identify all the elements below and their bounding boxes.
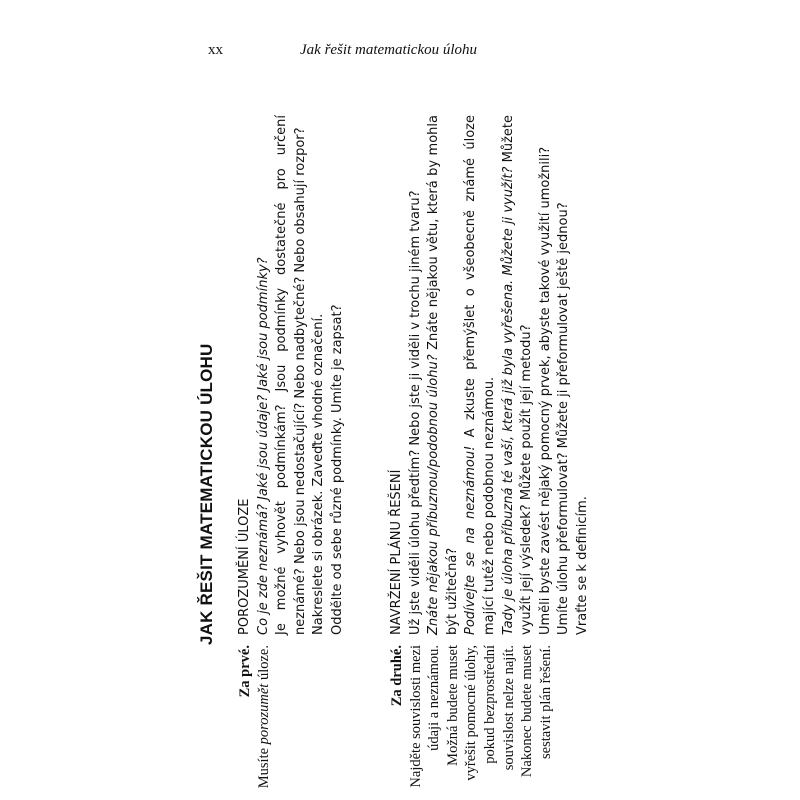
paragraph: Vraťte se k definicím.: [574, 496, 590, 635]
margin-line: Najděte souvislosti mezi: [407, 645, 424, 788]
section-heading: NAVRŽENÍ PLÁNU ŘEŠENÍ: [389, 469, 404, 635]
running-title: Jak řešit matematickou úlohu: [300, 42, 478, 58]
paragraph: Znáte nějakou příbuznou/podobnou úlohu? Znáte nějakou větu, která by mohla být užitečná?: [426, 115, 460, 635]
margin-text: Musíte porozumět úloze.: [255, 645, 272, 789]
margin-line: Možná budete muset: [444, 645, 461, 766]
margin-note: [388, 645, 555, 795]
paragraph: Umíte úlohu přeformulovat? Můžete ji přeformulovat ještě jednou?: [556, 202, 572, 635]
margin-line: Nakonec budete muset: [519, 645, 536, 778]
step-label: Za prvé.: [237, 645, 253, 698]
margin-line: pokud bezprostřední: [481, 645, 498, 764]
step-label: Za druhé.: [389, 645, 405, 707]
section-body: [236, 115, 348, 635]
paragraph: Je možné vyhovět podmínkám? Jsou podmínky dostatečné pro určení neznámé? Nebo jsou nedostačující? Nebo nadbytečné? Nebo obsahují rozpor?: [274, 115, 308, 635]
margin-line: sestavit plán řešení.: [537, 645, 554, 759]
paragraph: Nakreslete si obrázek. Zaveďte vhodné označení.: [311, 313, 327, 635]
margin-line: souvislost nelze najít.: [500, 645, 517, 771]
paragraph: Oddělte od sebe různé podmínky. Umíte je zapsat?: [329, 304, 345, 635]
paragraph: Uměli byste zavést nějaký pomocný prvek, abyste takové využití umožnili?: [537, 146, 553, 635]
rotated-content: [180, 85, 600, 795]
margin-note: [236, 645, 273, 795]
paragraph: Podívejte se na neznámou! A zkuste přemýšlet o všeobecně známé úloze mající tutéž nebo podobnou neznámou.: [463, 115, 497, 635]
margin-line: údaji a neznámou.: [426, 645, 443, 751]
section-body: [388, 115, 593, 635]
page-header: [0, 32, 800, 62]
paragraph: Už jste viděli úlohu předtím? Nebo jste ji viděli v trochu jiném tvaru?: [407, 190, 423, 635]
paragraph: Tady je úloha příbuzná té vaší, která již byla vyřešena. Můžete ji využít? Můžete využít její výsledek? Můžete použít její metodu?: [500, 115, 535, 635]
paragraph: Co je zde neznámá? Jaké jsou údaje? Jaké jsou podmínky?: [255, 257, 271, 635]
page-title: JAK ŘEŠIT MATEMATICKOU ÚLOHU: [197, 343, 216, 645]
section-heading: POROZUMĚNÍ ÚLOZE: [237, 498, 252, 635]
margin-line: vyřešit pomocné úlohy,: [463, 645, 480, 781]
page-number: xx: [208, 42, 223, 58]
